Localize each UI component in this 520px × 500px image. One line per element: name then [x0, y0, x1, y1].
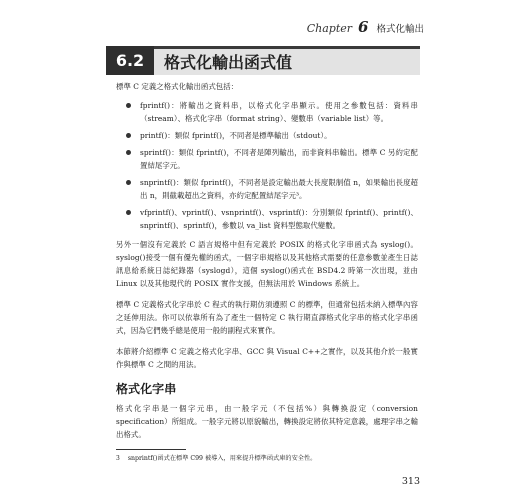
subsection-paragraph: 格式化字串是一個字元串，由一般字元（不包括%）與轉換設定（conversion specification）所組成。一般字元將以原貌輸出，轉換設定將依其特定意義，處理字串之輸出格式。: [116, 404, 418, 439]
body-paragraph: 另外一個沒有定義於 C 語言規格中但有定義於 POSIX 的格式化字串函式為 syslog()。syslog()接受一個有優先權的函式，一個字串規格以及其他格式需要的任意參數並產生日誌訊息給系統日誌紀錄器（syslogd），這個 syslog()函式在 BSD4.2 時第一次出現，並由 Linux 以及其他現代的 POSIX 實作支援，但無法用於 Windows 系統上。: [116, 240, 418, 288]
chapter-label: Chapter: [306, 22, 353, 35]
body-paragraph: 本節將介紹標準 C 定義之格式化字串、GCC 與 Visual C++之實作，以及其他介於一般實作與標準 C 之間的用法。: [116, 347, 418, 369]
footnote-divider: [116, 449, 186, 450]
bullet-icon: [126, 210, 131, 215]
list-item-text: sprintf()：類似 fprintf()，不同者是陣列輸出，而非資料串輸出。標準 C 另約定配置結尾字元。: [140, 148, 418, 170]
bullet-icon: [126, 180, 131, 185]
page-number: 313: [401, 476, 420, 487]
section-banner: [106, 46, 420, 75]
list-item-text: printf()：類似 fprintf()，不同者是標準輸出（stdout）。: [140, 131, 332, 140]
section-number: 6.2: [106, 46, 154, 75]
running-header: [307, 18, 424, 36]
section-content: [116, 80, 418, 449]
bullet-icon: [126, 133, 131, 138]
subsection-heading: 格式化字串: [116, 382, 177, 396]
list-item-text: snprintf()：類似 fprintf()，不同者是設定輸出最大長度限制值 n，如果輸出長度超出 n，則截載超出之資料，亦約定配置結尾字元³。: [140, 178, 418, 200]
list-item: [116, 99, 418, 125]
footnote-text: snprintf()函式在標準 C99 被導入，用來提升標準函式庫的安全性。: [127, 455, 317, 462]
list-item: [116, 129, 418, 142]
list-item: [116, 146, 418, 172]
chapter-number: 6: [358, 18, 369, 36]
chapter-title: 格式化輸出: [376, 24, 424, 35]
intro-paragraph: 標準 C 定義之格式化輸出函式包括：: [116, 82, 239, 91]
footnote: [116, 454, 416, 463]
section-title: 格式化輸出函式值: [164, 53, 293, 72]
bullet-icon: [126, 103, 131, 108]
list-item-text: fprintf()：將輸出之資料串，以格式化字串顯示。使用之參數包括：資料串（stream）、格式化字串（format string）、變數串（variable list）等。: [140, 101, 418, 123]
footnote-mark: 3: [116, 455, 120, 462]
list-item-text: vfprintf()、vprintf()、vsnprintf()、vsprintf()：分別類似 fprintf()、printf()、snprintf()、sprintf()，參數以 va_list 資料型態取代變數。: [140, 208, 418, 230]
function-list: [116, 99, 418, 232]
list-item: [116, 176, 418, 202]
body-paragraph: 標準 C 定義格式化字串於 C 程式的執行期仿須遵照 C 的標準，但通常包括未納入標準內容之延伸用法。你可以依靠所有為了產生一個特定 C 執行期直譯格式化字串的格式化字串函式，因為它們幾乎總是使用一般的副程式來實作。: [116, 300, 418, 335]
list-item: [116, 206, 418, 232]
bullet-icon: [126, 150, 131, 155]
